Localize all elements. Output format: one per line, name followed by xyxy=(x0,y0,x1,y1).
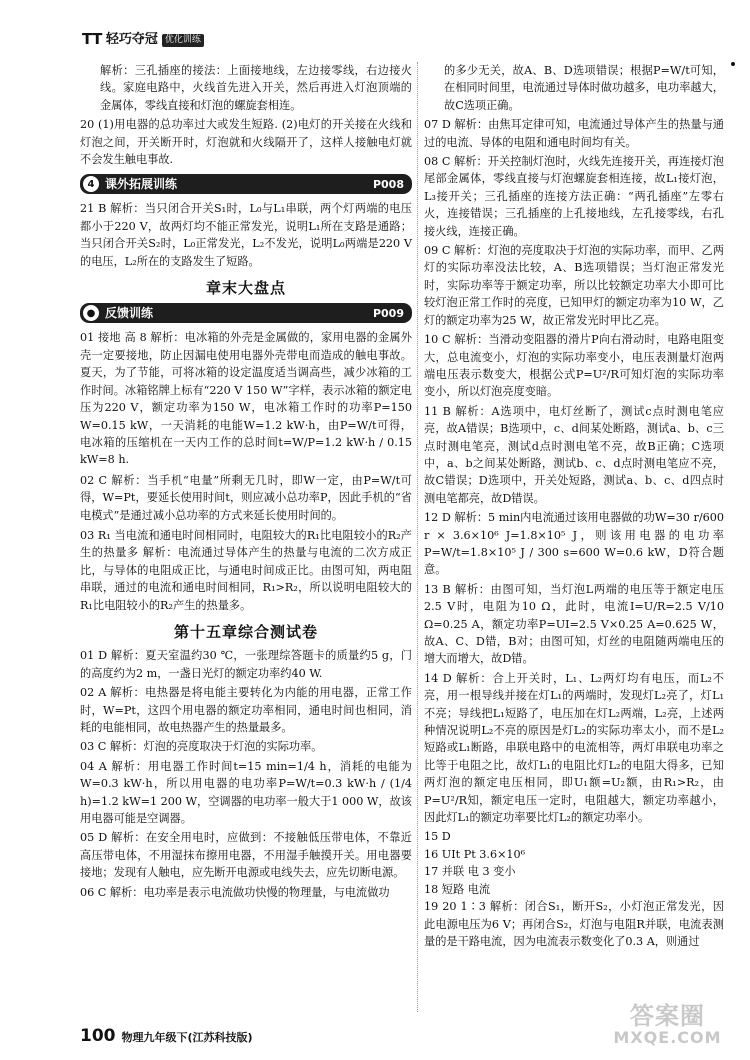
answer-c06-continued: 的多少无关，故A、B、D选项错误；根据P=W/t可知，在相同时间里，电流通过导体时做功越多，电功率越大，故C选项正确。 xyxy=(444,64,724,112)
answer-r01: 01 接地 高 8 解析：电冰箱的外壳是金属做的，家用电器的金属外壳一定要接地，防止因漏电使用电器外壳带电而造成的触电事故。夏天，为了节能，可将冰箱的设定温度适当调高些，减少冰箱的工作时间。冰箱铭牌上标有“220 V 150 W”字样，表示冰箱的额定电压为220 V，额定功率为150 W，电冰箱工作时的功率P=150 W=0.15 kW，一天消耗的电能W=1.2 kW·h，由P=W/t可得，电冰箱的压缩机在一天内工作的总时间t=W/P=1.2 kW·h / 0.15 kW=8 h. xyxy=(80,331,412,467)
answer-t06: 06 C 解析：电功率是表示电流做功快慢的物理量，与电流做功 xyxy=(80,885,390,899)
book-title: 物理九年级下(江苏科技版) xyxy=(121,1031,253,1044)
brand-name: 轻巧夺冠 xyxy=(105,32,158,48)
brand-logo: TT xyxy=(82,30,102,49)
answer-c08: 08 C 解析：开关控制灯泡时，火线先连接开关，再连接灯泡尾部金属体，零线直接与灯泡螺旋套相连接，故L₁接灯泡，L₃接开关；三孔插座的连接方法正确：“两孔插座”左零右火，连接错误；三孔插座的上孔接地线，左孔接零线，右孔接火线，连接正确。 xyxy=(424,155,724,238)
chapter-review-title: 章末大盘点 xyxy=(205,279,286,298)
section-feedback-training xyxy=(80,303,412,323)
answer-q19-analysis: 解析：三孔插座的接法：上面接地线，左边接零线，右边接火线。家庭电路中，火线首先进入开关，然后再进入灯泡顶端的金属体，零线直接和灯泡的螺旋套相连。 xyxy=(100,64,412,112)
answer-r02: 02 C 解析：当手机“电量”所剩无几时，即W一定，由P=W/t可得，W=Pt，要延长使用时间t，则应减小总功率P，因此手机的“省电模式”是通过减小总功率的方式来延长使用时间的。 xyxy=(80,473,412,522)
chapter15-test-title: 第十五章综合测试卷 xyxy=(173,622,318,641)
section-extension-training xyxy=(80,174,412,194)
answer-c13: 13 B 解析：由图可知，当灯泡L两端的电压等于额定电压2.5 V时，电阻为10 Ω，此时，电流I=U/R=2.5 V/10 Ω=0.25 A，额定功率P=UI=2.5 V×0.25 A=0.625 W，故A、C、D错，B对；由图可知，灯丝的电阻随两端电压的增大而增大，故D错。 xyxy=(424,582,724,666)
answer-c15: 15 D xyxy=(424,830,451,844)
section-title: 反馈训练 xyxy=(105,305,154,320)
answer-q21: 21 B 解析：当只闭合开关S₁时，L₀与L₁串联，两个灯两端的电压都小于220 V，故两灯均不能正常发光，说明L₁所在支路是通路；当只闭合开关S₂时，L₀正常发光，L₂不发光，说明L₀两端是220 V的电压，L₂所在的支路发生了短路。 xyxy=(80,202,412,268)
watermark-text: 答案圈 xyxy=(630,1002,705,1030)
answer-c09: 09 C 解析：灯泡的亮度取决于灯泡的实际功率，而甲、乙两灯的实际功率没法比较，A、B选项错误；当灯泡正常发光时，实际功率等于额定功率，所以比较额定功率大小即可比较灯泡正常工作时的亮度，已知甲灯的额定功率为10 W，乙灯的额定功率为25 W，故正常发光时甲比乙亮。 xyxy=(424,244,724,327)
left-column xyxy=(80,62,412,901)
answer-c12: 12 D 解析：5 min内电流通过该用电器做的功W=30 r/600 r × 3.6×10⁶ J=1.8×10⁵ J，则该用电器的电功率P=W/t=1.8×10⁵ J / 300 s=600 W=0.6 kW，D符合题意。 xyxy=(424,511,724,577)
corner-dot xyxy=(731,62,735,66)
watermark-url: MXQE.COM xyxy=(613,1028,722,1047)
answer-r03: 03 R₁ 当电流和通电时间相同时，电阻较大的R₁比电阻较小的R₂产生的热量多 解析：电流通过导体产生的热量与电流的二次方成正比，与导体的电阻成正比，与通电时间成正比。由图可知，两电阻串联，通过的电流和通电时间相同，R₁>R₂，所以说明电阻较大的R₁比电阻较小的R₂产生的热量多。 xyxy=(80,528,412,612)
answer-c07: 07 D 解析：由焦耳定律可知，电流通过导体产生的热量与通过的电流、导体的电阻和通电时间均有关。 xyxy=(424,118,724,149)
section-page-ref: P008 xyxy=(372,177,404,191)
answer-c14: 14 D 解析：合上开关时，L₁、L₂两灯均有电压，而L₂不亮，用一根导线并接在灯L₁的两端时，发现灯L₂亮了，灯L₁不亮；导线把L₁短路了，电压加在灯L₂两端，L₂亮，上述两种情况说明L₂不亮的原因是灯L₂的实际功率太小，而不是L₂短路或L₁断路，串联电路中的电流相等，两灯串联电功率之比等于电阻之比，故灯L₁的电阻比灯L₂的电阻大得多，已知两灯泡的额定电压相同，即U₁额=U₂额，由R₁>R₂，由P=U²/R知，额定电压一定时，电阻越大，额定功率越小，因此灯L₁的额定功率要比灯L₂的额定功率小。 xyxy=(424,671,724,825)
brand-tag: 优化训练 xyxy=(162,34,204,47)
answer-t05: 05 D 解析：在安全用电时，应做到：不接触低压带电体，不靠近高压带电体，不用湿抹布擦用电器，不用湿手触摸开关。用电器要接地；发现有人触电，应先断开电源或电线失去，应先切断电源。 xyxy=(80,831,412,880)
answer-t03: 03 C 解析：灯泡的亮度取决于灯泡的实际功率。 xyxy=(80,740,323,754)
page-footer xyxy=(80,1028,253,1046)
answer-c19: 19 20 1∶3 解析：闭合S₁，断开S₂，小灯泡正常发光，因此电源电压为6 V；再闭合S₂，灯泡与电阻R并联，电流表测量的是干路电流，因为电流表示数变化了0.3 A，则通过 xyxy=(424,900,724,948)
answer-c16: 16 UIt Pt 3.6×10⁶ xyxy=(424,847,526,861)
answer-t02: 02 A 解析：电热器是将电能主要转化为内能的用电器，正常工作时，W=Pt，这四个用电器的额定功率相同，通电时间也相同，消耗的电能相同，故电热器产生的热量最多。 xyxy=(80,686,412,734)
right-column xyxy=(424,62,724,950)
answer-t04: 04 A 解析：用电器工作时间t=15 min=1/4 h，消耗的电能为W=0.3 kW·h，所以用电器的电功率P=W/t=0.3 kW·h / (1/4 h)=1.2 kW=1 200 W，空调器的电功率一般大于1 000 W，故该用电器可能是空调器。 xyxy=(80,759,412,826)
watermark-logo xyxy=(600,1002,735,1050)
answer-t01: 01 D 解析：夏天室温约30 ℃，一张理综答题卡的质量约5 g，门的高度约为2 m，一盏日光灯的额定功率约40 W. xyxy=(80,649,412,680)
answer-c18: 18 短路 电流 xyxy=(424,882,491,896)
page-number: 100 xyxy=(80,1026,116,1046)
answer-c10: 10 C 解析：当滑动变阻器的滑片P向右滑动时，电路电阻变大，总电流变小，灯泡的实际功率变小，电压表测量灯泡两端电压表示数变大，根据公式P=U²/R可知灯泡的实际功率变小，所以灯泡亮度变暗。 xyxy=(424,333,724,399)
section-number-badge: 4 xyxy=(83,176,99,192)
answer-q20: 20 (1)用电器的总功率过大或发生短路. (2)电灯的开关接在火线和灯泡之间，开关断开时，灯泡就和火线隔开了，这样人接触电灯就不会发生触电事故. xyxy=(80,118,412,167)
column-divider xyxy=(417,62,418,1012)
answer-c17: 17 并联 电 3 变小 xyxy=(424,865,516,879)
section-page-ref: P009 xyxy=(372,306,404,320)
section-title: 课外拓展训练 xyxy=(105,176,178,191)
section-icon: ● xyxy=(83,305,99,321)
page-header xyxy=(82,30,204,50)
answer-c11: 11 B 解析：A选项中，电灯丝断了，测试c点时测电笔应亮，故A错误；B选项中，c、d间某处断路，测试a、b、c三点时测电笔亮，测试d点时测电笔不亮，故B正确；C选项中，a、b之间某处断路，测试b、c、d点时测电笔应不亮，故C错误；D选项中，开关处短路，测试a、b、c、d四点时测电笔都亮，故D错误。 xyxy=(424,404,724,505)
